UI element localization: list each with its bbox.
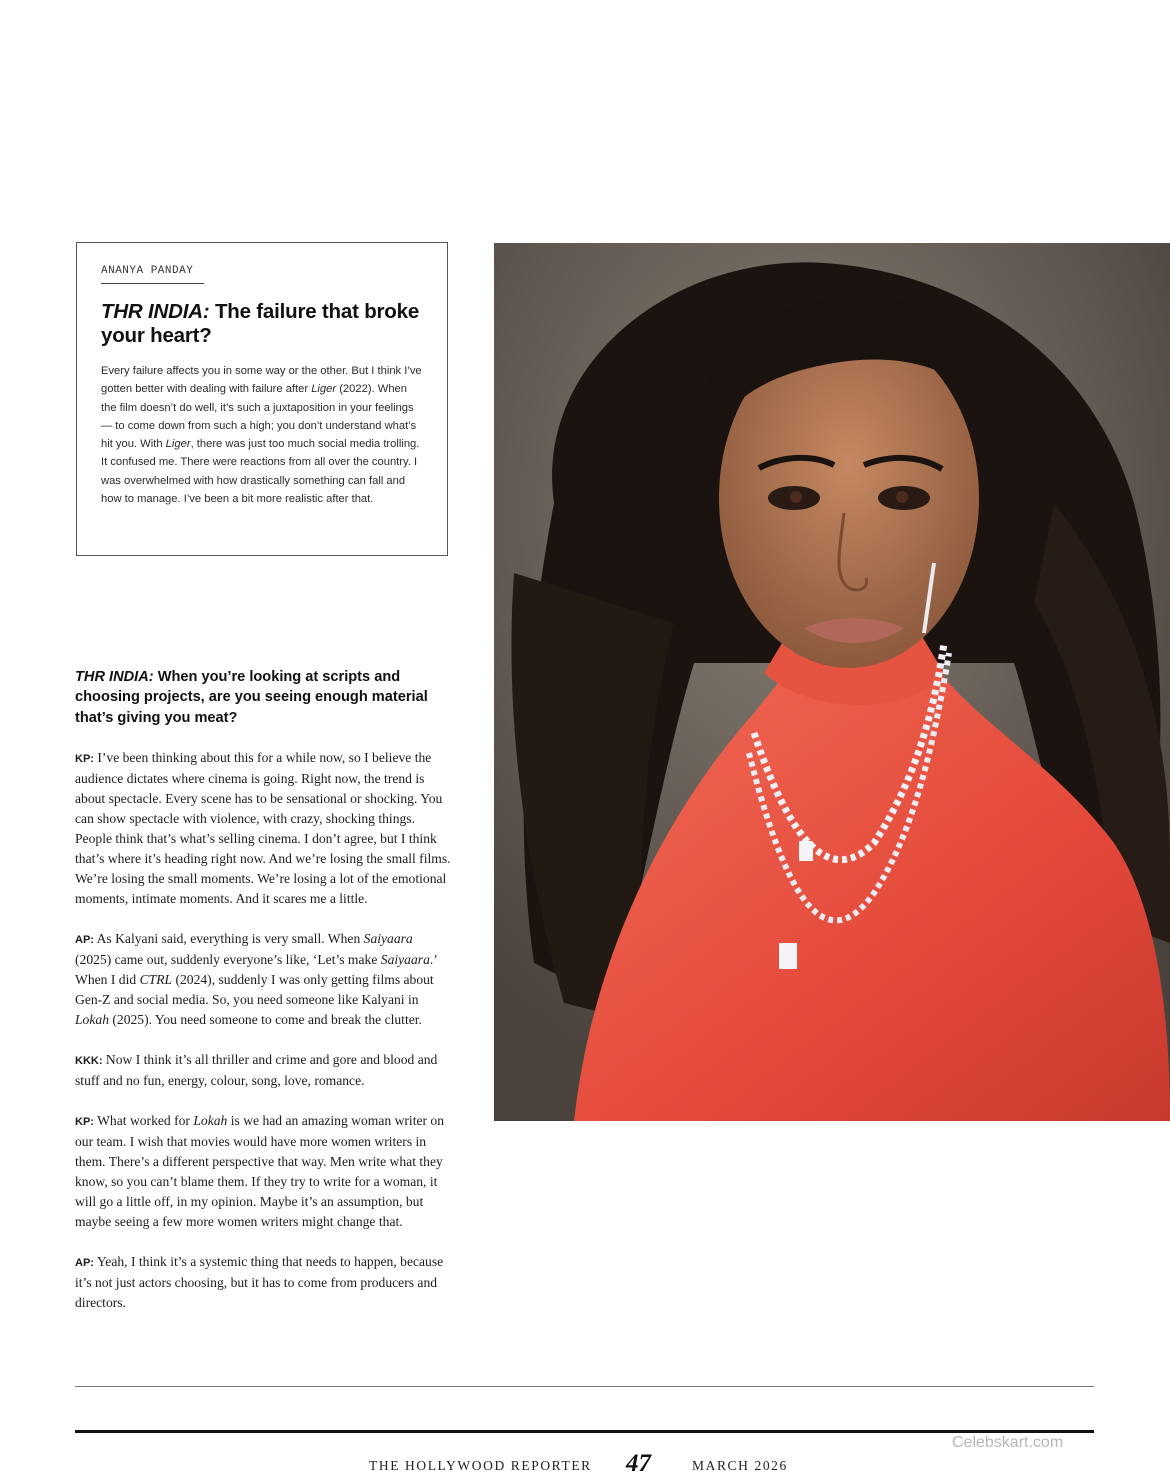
sidebar-question-prefix: THR INDIA: xyxy=(101,300,210,323)
portrait-photo xyxy=(494,243,1170,1121)
footer-rule-thin xyxy=(75,1386,1094,1387)
answer-paragraph xyxy=(75,1252,451,1313)
sidebar-answer-part: (2022). When the film doesn’t do well, it’s such a juxtaposition in your feelings — to come down from such a high; you don’t understand what’s hit you. With xyxy=(101,383,417,451)
pendant-lower xyxy=(779,943,797,969)
speaker-label: AP: xyxy=(75,934,94,946)
answer-text: (2025). You need someone to come and break the clutter. xyxy=(108,1012,422,1027)
answer-text: .’ When I did xyxy=(75,952,437,987)
answer-italic: Saiyaara xyxy=(363,931,413,946)
speaker-label: AP: xyxy=(75,1257,94,1269)
answer-italic: Lokah xyxy=(193,1113,228,1128)
speaker-label: KP: xyxy=(75,753,94,765)
answer-text: What worked for xyxy=(93,1113,194,1128)
main-question-text: When you’re looking at scripts and choosing projects, are you seeing enough material that’s giving you meat? xyxy=(75,669,428,726)
sidebar-answer-part: Every failure affects you in some way or the other. But I think I’ve gotten better with dealing with failure after xyxy=(101,365,422,396)
main-question-prefix: THR INDIA: xyxy=(75,669,154,685)
answer-paragraph xyxy=(75,1050,451,1091)
sidebar-answer xyxy=(101,362,423,508)
answer-text: is we had an amazing woman writer on our team. I wish that movies would have more women writers in them. There’s a different perspective that way. Men write what they know, so you can’t blame them. If they try to write for a woman, it will go a little off, in my opinion. Maybe it’s an assumption, but maybe seeing a few more women writers might change that. xyxy=(75,1113,445,1229)
issue-date: MARCH 2026 xyxy=(692,1458,788,1473)
sidebar-answer-part: Liger xyxy=(165,438,191,451)
answer-text: Now I think it’s all thriller and crime and gore and blood and stuff and no fun, energy, colour, song, love, romance. xyxy=(75,1052,438,1088)
sidebar-name-rule xyxy=(101,283,204,284)
sidebar-name: ANANYA PANDAY xyxy=(101,265,194,277)
answer-italic: CTRL xyxy=(139,972,173,987)
sidebar-question-text: The failure that broke your heart? xyxy=(101,300,420,347)
publication-name: THE HOLLYWOOD REPORTER xyxy=(369,1458,592,1473)
answer-text: Yeah, I think it’s a systemic thing that needs to happen, because it’s not just actors choosing, but it has to come from producers and directors. xyxy=(75,1254,444,1310)
answer-text: (2024), suddenly I was only getting films about Gen-Z and social media. So, you need someone like Kalyani in xyxy=(75,972,434,1007)
page-footer xyxy=(0,1434,1170,1482)
answers-column xyxy=(75,748,451,1333)
sidebar-question xyxy=(101,300,423,348)
page-number: 47 xyxy=(626,1450,651,1477)
portrait-illustration xyxy=(494,243,1170,1121)
footer-rule-thick xyxy=(75,1430,1094,1433)
watermark: Celebskart.com xyxy=(952,1434,1064,1451)
answer-italic: Saiyaara xyxy=(380,952,430,967)
answer-italic: Lokah xyxy=(75,1012,109,1027)
answer-paragraph xyxy=(75,1111,451,1232)
answer-text: I’ve been thinking about this for a while now, so I believe the audience dictates where cinema is going. Right now, the trend is about spectacle. Every scene has to be sensational or shocking. You can show spectacle with violence, with crazy, shocking things. People think that’s what’s selling cinema. I don’t agree, but I think that’s where it’s heading right now. And we’re losing the small films. We’re losing the small moments. We’re losing a lot of the emotional moments, intimate moments. And it scares me a little. xyxy=(75,750,451,906)
main-question xyxy=(75,667,450,728)
pendant-upper xyxy=(799,841,813,861)
speaker-label: KP: xyxy=(75,1116,94,1128)
answer-text: (2025) came out, suddenly everyone’s like, ‘Let’s make xyxy=(75,952,381,967)
answer-text: As Kalyani said, everything is very small. When xyxy=(93,931,364,946)
sidebar-answer-part: , there was just too much social media trolling. It confused me. There were reactions from all over the country. I was overwhelmed with how drastically something can fall and how to manage. I’ve been a bit more realistic after that. xyxy=(101,438,420,506)
answer-paragraph xyxy=(75,929,451,1030)
sidebar-box xyxy=(76,242,448,556)
speaker-label: KKK: xyxy=(75,1055,103,1067)
answer-paragraph xyxy=(75,748,451,909)
sidebar-answer-part: Liger xyxy=(311,383,337,396)
